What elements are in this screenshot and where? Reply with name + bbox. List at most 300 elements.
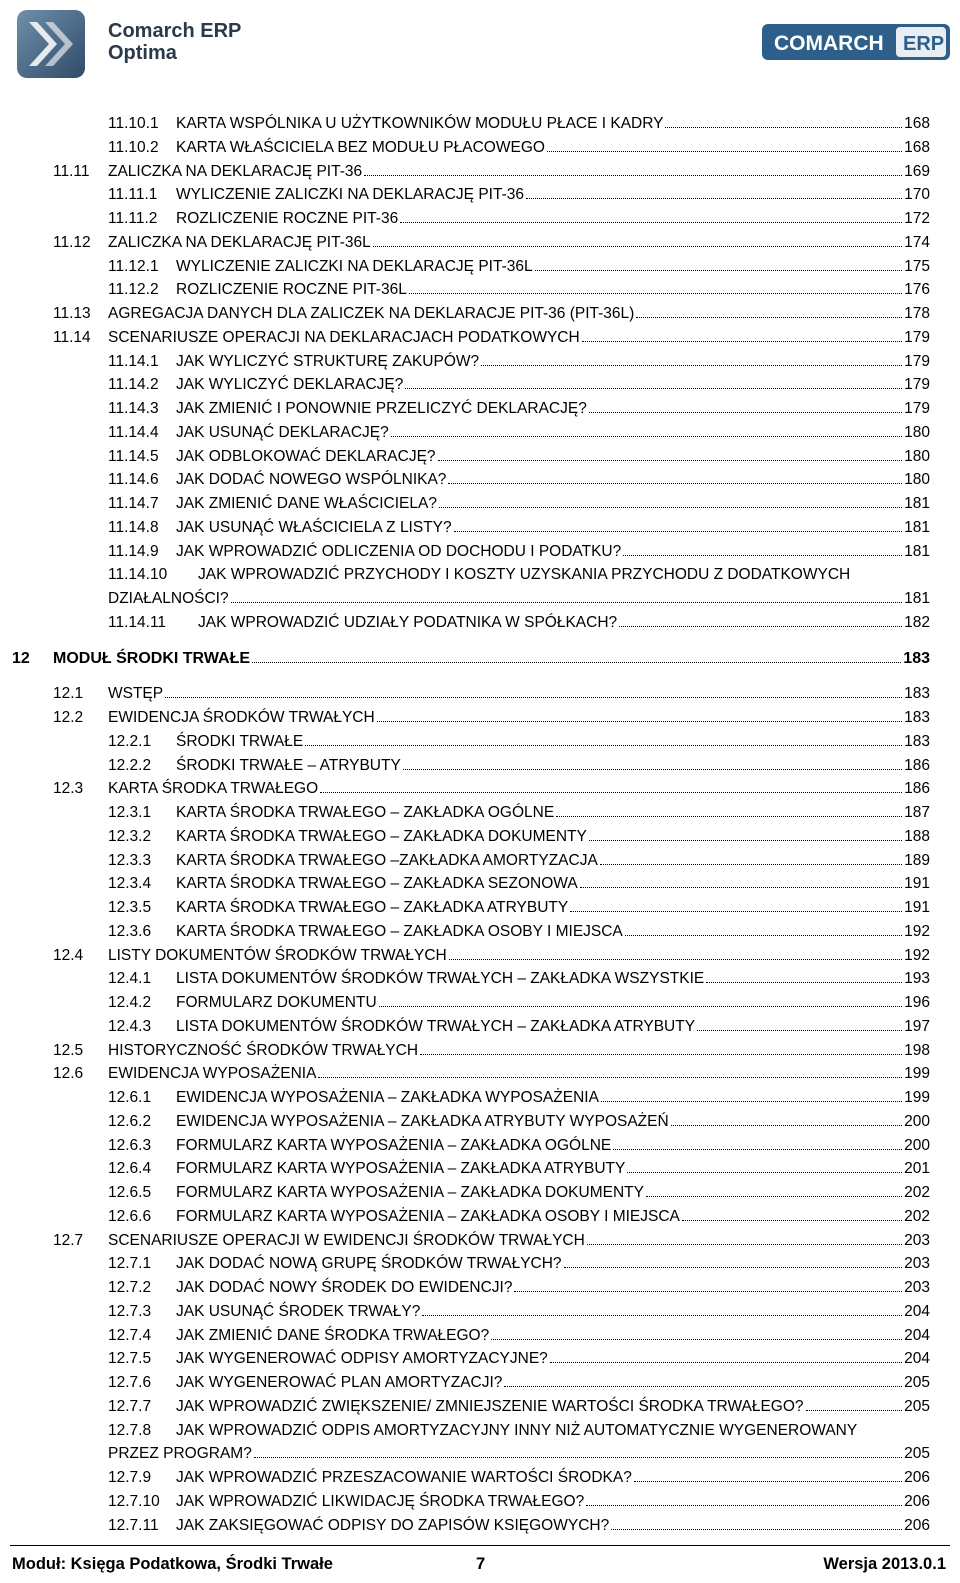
toc-entry[interactable] bbox=[0, 1062, 960, 1086]
toc-dot-leader bbox=[556, 816, 902, 817]
toc-entry[interactable] bbox=[0, 1466, 960, 1490]
toc-entry-page: 183 bbox=[904, 732, 930, 750]
toc-dot-leader bbox=[587, 1244, 902, 1245]
toc-dot-leader bbox=[697, 1030, 902, 1031]
toc-dot-leader bbox=[535, 270, 902, 271]
toc-dot-leader bbox=[405, 388, 902, 389]
toc-entry-page: 181 bbox=[904, 518, 930, 536]
toc-entry-page: 200 bbox=[904, 1112, 930, 1130]
toc-entry-page: 170 bbox=[904, 186, 930, 204]
toc-entry-page: 205 bbox=[904, 1445, 930, 1463]
toc-entry-page: 193 bbox=[904, 970, 930, 988]
toc-dot-leader bbox=[252, 662, 901, 663]
toc-entry-title: SCENARIUSZE OPERACJI NA DEKLARACJACH PODATKOWYCH bbox=[108, 328, 580, 346]
toc-dot-leader bbox=[665, 127, 902, 128]
toc-entry[interactable] bbox=[0, 849, 960, 873]
toc-entry-page: 181 bbox=[904, 590, 930, 607]
toc-entry-page: 182 bbox=[904, 613, 930, 631]
toc-dot-leader bbox=[231, 602, 902, 603]
toc-entry-number: 11.12.1 bbox=[108, 257, 159, 275]
toc-entry[interactable] bbox=[0, 706, 960, 730]
toc-entry-page: 206 bbox=[904, 1516, 930, 1534]
toc-entry-number: 11.14.9 bbox=[108, 542, 159, 560]
toc-dot-leader bbox=[165, 697, 902, 698]
toc-entry-number: 12.4 bbox=[53, 946, 84, 964]
toc-entry-number: 12.6.2 bbox=[108, 1112, 152, 1130]
toc-entry-title: JAK ZMIENIĆ DANE ŚRODKA TRWAŁEGO? bbox=[176, 1326, 490, 1344]
toc-entry-number: 12.2.2 bbox=[108, 756, 152, 774]
toc-entry-page: 204 bbox=[904, 1326, 930, 1344]
toc-entry-title: KARTA ŚRODKA TRWAŁEGO –ZAKŁADKA AMORTYZACJA bbox=[176, 851, 598, 869]
toc-dot-leader bbox=[422, 1315, 902, 1316]
right-logo-badge: ERP bbox=[903, 33, 945, 55]
toc-entry-page: 203 bbox=[904, 1279, 930, 1296]
toc-dot-leader bbox=[318, 1077, 902, 1078]
toc-entry-page: 172 bbox=[904, 210, 930, 227]
toc-entry[interactable] bbox=[0, 207, 960, 231]
toc-entry-title: KARTA ŚRODKA TRWAŁEGO bbox=[108, 780, 319, 798]
toc-entry[interactable] bbox=[0, 1134, 960, 1158]
toc-entry[interactable] bbox=[0, 160, 960, 184]
toc-entry-title: AGREGACJA DANYCH DLA ZALICZEK NA DEKLARACJE PIT-36 (PIT-36L) bbox=[108, 305, 635, 322]
toc-entry-title: JAK USUNĄĆ WŁAŚCICIELA Z LISTY? bbox=[176, 518, 452, 536]
toc-entry[interactable] bbox=[0, 967, 960, 991]
toc-dot-leader bbox=[439, 507, 902, 508]
toc-entry-title: FORMULARZ DOKUMENTU bbox=[176, 994, 377, 1011]
toc-entry[interactable] bbox=[0, 540, 960, 564]
toc-entry-number: 11.14.2 bbox=[108, 376, 159, 394]
toc-entry-title: JAK WPROWADZIĆ LIKWIDACJĘ ŚRODKA TRWAŁEGO? bbox=[176, 1492, 585, 1510]
toc-entry-number: 12.7.5 bbox=[108, 1350, 152, 1368]
toc-entry-number: 12.3.4 bbox=[108, 875, 152, 893]
brand-text bbox=[108, 20, 241, 64]
toc-entry-number: 12.7.3 bbox=[108, 1302, 152, 1320]
toc-entry-title: JAK DODAĆ NOWĄ GRUPĘ ŚRODKÓW TRWAŁYCH? bbox=[176, 1255, 562, 1273]
toc-entry-page: 183 bbox=[904, 685, 930, 703]
toc-entry-number: 12.2 bbox=[53, 709, 84, 726]
toc-entry-title: ROZLICZENIE ROCZNE PIT-36L bbox=[176, 281, 407, 299]
toc-entry[interactable] bbox=[0, 1514, 960, 1538]
toc-entry-title: MODUŁ ŚRODKI TRWAŁE bbox=[53, 649, 251, 667]
toc-entry-number: 12.6.1 bbox=[108, 1089, 152, 1106]
toc-entry-number: 12.5 bbox=[53, 1041, 84, 1059]
toc-entry-number: 11.11 bbox=[53, 162, 90, 180]
toc-entry-title: JAK WPROWADZIĆ PRZESZACOWANIE WARTOŚCI ŚRODKA? bbox=[176, 1469, 632, 1486]
toc-dot-leader bbox=[504, 1386, 902, 1387]
toc-entry[interactable] bbox=[0, 350, 960, 374]
toc-entry-page: 191 bbox=[904, 875, 930, 893]
toc-entry-title: DZIAŁALNOŚCI? bbox=[108, 590, 229, 607]
toc-entry-page: 201 bbox=[904, 1160, 930, 1178]
footer-version: Wersja 2013.0.1 bbox=[823, 1555, 946, 1573]
toc-entry[interactable] bbox=[0, 373, 960, 397]
toc-dot-leader bbox=[391, 436, 902, 437]
toc-dot-leader bbox=[589, 412, 902, 413]
toc-entry-number: 12.7.8 bbox=[108, 1421, 152, 1439]
page-footer bbox=[0, 1545, 960, 1583]
toc-entry-number: 11.14.11 bbox=[108, 613, 167, 631]
toc-entry[interactable] bbox=[0, 1395, 960, 1419]
toc-entry-page: 179 bbox=[904, 352, 930, 370]
toc-entry[interactable] bbox=[0, 468, 960, 492]
toc-dot-leader bbox=[619, 626, 902, 627]
toc-entry-page: 183 bbox=[903, 649, 930, 667]
toc-entry-number: 11.14.1 bbox=[108, 352, 159, 370]
toc-entry-page: 183 bbox=[904, 709, 930, 726]
toc-dot-leader bbox=[806, 1410, 902, 1411]
right-logo-text: COMARCH bbox=[774, 32, 884, 55]
toc-entry-title: JAK WPROWADZIĆ ZWIĘKSZENIE/ ZMNIEJSZENIE WARTOŚCI ŚRODKA TRWAŁEGO? bbox=[176, 1397, 804, 1415]
toc-entry-title: KARTA ŚRODKA TRWAŁEGO – ZAKŁADKA ATRYBUTY bbox=[176, 899, 569, 916]
toc-dot-leader bbox=[448, 483, 902, 484]
footer-rule bbox=[10, 1545, 950, 1546]
toc-entry-number: 12.2.1 bbox=[108, 732, 152, 750]
toc-entry[interactable] bbox=[0, 231, 960, 255]
toc-entry[interactable] bbox=[0, 1252, 960, 1276]
toc-dot-leader bbox=[706, 982, 902, 983]
toc-entry-title: SCENARIUSZE OPERACJI W EWIDENCJI ŚRODKÓW TRWAŁYCH bbox=[108, 1231, 585, 1249]
toc-entry-title: FORMULARZ KARTA WYPOSAŻENIA – ZAKŁADKA ATRYBUTY bbox=[176, 1160, 626, 1178]
toc-entry[interactable] bbox=[0, 492, 960, 516]
toc-entry-title: JAK USUNĄĆ DEKLARACJĘ? bbox=[176, 423, 389, 441]
toc-entry-number: 12.7.6 bbox=[108, 1374, 152, 1391]
toc-entry-title: EWIDENCJA WYPOSAŻENIA bbox=[108, 1065, 317, 1083]
toc-entry-number: 12.1 bbox=[53, 685, 84, 703]
toc-entry[interactable] bbox=[0, 1276, 960, 1300]
toc-dot-leader bbox=[438, 460, 902, 461]
toc-entry-number: 12.7.10 bbox=[108, 1492, 160, 1510]
toc-entry[interactable] bbox=[0, 397, 960, 421]
toc-entry-page: 191 bbox=[904, 899, 930, 916]
toc-entry[interactable] bbox=[0, 1442, 960, 1466]
toc-entry-page: 180 bbox=[904, 423, 930, 441]
toc-entry-number: 11.12 bbox=[53, 233, 91, 251]
toc-entry[interactable] bbox=[0, 754, 960, 778]
toc-entry-title: JAK WPROWADZIĆ PRZYCHODY I KOSZTY UZYSKANIA PRZYCHODU Z DODATKOWYCH bbox=[198, 566, 851, 584]
toc-entry-title: FORMULARZ KARTA WYPOSAŻENIA – ZAKŁADKA OGÓLNE bbox=[176, 1136, 612, 1154]
toc-entry-number: 12.7.11 bbox=[108, 1516, 159, 1534]
toc-entry-page: 180 bbox=[904, 447, 930, 465]
toc-entry-number: 12.4.3 bbox=[108, 1017, 152, 1035]
toc-entry[interactable] bbox=[0, 1419, 960, 1443]
toc-entry-page: 204 bbox=[904, 1302, 930, 1320]
toc-entry-number: 12.3 bbox=[53, 780, 84, 798]
toc-entry-title: JAK ZAKSIĘGOWAĆ ODPISY DO ZAPISÓW KSIĘGOWYCH? bbox=[176, 1516, 610, 1534]
toc-entry-page: 196 bbox=[904, 994, 930, 1011]
toc-entry-page: 178 bbox=[904, 305, 930, 322]
toc-dot-leader bbox=[682, 1220, 902, 1221]
toc-entry-title: HISTORYCZNOŚĆ ŚRODKÓW TRWAŁYCH bbox=[108, 1041, 419, 1059]
toc-entry[interactable] bbox=[0, 1324, 960, 1348]
toc-dot-leader bbox=[625, 935, 902, 936]
toc-entry-title: JAK ZMIENIĆ DANE WŁAŚCICIELA? bbox=[176, 495, 437, 512]
footer-module: Moduł: Księga Podatkowa, Środki Trwałe bbox=[12, 1555, 333, 1573]
page-header bbox=[0, 0, 960, 95]
toc-entry-title: EWIDENCJA WYPOSAŻENIA – ZAKŁADKA WYPOSAŻENIA bbox=[176, 1089, 599, 1106]
toc-entry-number: 11.11.1 bbox=[108, 186, 158, 204]
toc-entry-page: 179 bbox=[904, 328, 930, 346]
toc-dot-leader bbox=[481, 365, 902, 366]
toc-entry-number: 12.6.4 bbox=[108, 1160, 152, 1178]
toc-entry-title: JAK WYLICZYĆ STRUKTURĘ ZAKUPÓW? bbox=[176, 352, 480, 370]
toc-entry-title: WSTĘP bbox=[108, 685, 164, 703]
toc-entry[interactable] bbox=[0, 255, 960, 279]
toc-entry-number: 12.3.2 bbox=[108, 827, 152, 845]
toc-entry-title: EWIDENCJA WYPOSAŻENIA – ZAKŁADKA ATRYBUTY WYPOSAŻEŃ bbox=[176, 1112, 669, 1130]
toc-entry-number: 12 bbox=[12, 649, 30, 667]
toc-entry-title: JAK WYGENEROWAĆ ODPISY AMORTYZACYJNE? bbox=[176, 1350, 548, 1368]
toc-entry-number: 12.6.6 bbox=[108, 1207, 152, 1225]
toc-entry[interactable] bbox=[0, 1490, 960, 1514]
toc-entry-number: 12.6.5 bbox=[108, 1184, 152, 1201]
toc-dot-leader bbox=[420, 1054, 902, 1055]
toc-entry[interactable] bbox=[0, 825, 960, 849]
toc-dot-leader bbox=[514, 1291, 902, 1292]
toc-entry-number: 11.10.2 bbox=[108, 138, 159, 156]
toc-entry-title: KARTA WŁAŚCICIELA BEZ MODUŁU PŁACOWEGO bbox=[176, 138, 545, 156]
toc-entry-number: 11.11.2 bbox=[108, 210, 158, 227]
toc-entry-title: ZALICZKA NA DEKLARACJĘ PIT-36 bbox=[108, 162, 363, 180]
toc-entry-title: JAK WPROWADZIĆ ODLICZENIA OD DOCHODU I PODATKU? bbox=[176, 542, 622, 560]
toc-entry[interactable] bbox=[0, 801, 960, 825]
toc-entry-page: 187 bbox=[904, 804, 930, 821]
toc-entry-page: 180 bbox=[904, 471, 930, 489]
toc-entry[interactable] bbox=[0, 183, 960, 207]
toc-entry[interactable] bbox=[0, 587, 960, 611]
brand-line-2: Optima bbox=[108, 42, 177, 64]
toc-dot-leader bbox=[254, 1457, 902, 1458]
toc-entry[interactable] bbox=[0, 516, 960, 540]
toc-entry-page: 205 bbox=[904, 1374, 930, 1391]
toc-dot-leader bbox=[409, 293, 902, 294]
toc-dot-leader bbox=[403, 769, 902, 770]
toc-entry[interactable] bbox=[0, 1300, 960, 1324]
toc-entry-title: WYLICZENIE ZALICZKI NA DEKLARACJĘ PIT-36 bbox=[176, 186, 524, 204]
toc-entry-page: 197 bbox=[904, 1017, 930, 1035]
toc-entry-title: ROZLICZENIE ROCZNE PIT-36 bbox=[176, 210, 399, 227]
toc-entry-title: ZALICZKA NA DEKLARACJĘ PIT-36L bbox=[108, 233, 371, 251]
toc-entry-title: LISTA DOKUMENTÓW ŚRODKÓW TRWAŁYCH – ZAKŁADKA WSZYSTKIE bbox=[176, 970, 705, 988]
toc-entry-page: 186 bbox=[904, 756, 930, 774]
toc-entry-page: 205 bbox=[904, 1397, 930, 1415]
toc-dot-leader bbox=[449, 959, 902, 960]
toc-entry-number: 11.14.10 bbox=[108, 566, 168, 584]
footer-page-number: 7 bbox=[476, 1555, 486, 1573]
toc-entry-page: 202 bbox=[904, 1184, 930, 1201]
toc-entry-number: 11.14.8 bbox=[108, 518, 159, 536]
toc-entry[interactable] bbox=[0, 563, 960, 587]
toc-entry[interactable] bbox=[0, 1157, 960, 1181]
toc-entry-number: 11.10.1 bbox=[108, 115, 159, 132]
toc-dot-leader bbox=[586, 1505, 902, 1506]
comarch-erp-badge-icon bbox=[762, 24, 950, 60]
toc-entry[interactable] bbox=[0, 682, 960, 706]
toc-entry[interactable] bbox=[0, 1181, 960, 1205]
toc-entry-page: 188 bbox=[904, 827, 930, 845]
toc-entry-number: 12.3.6 bbox=[108, 922, 152, 940]
toc-entry-title: KARTA ŚRODKA TRWAŁEGO – ZAKŁADKA OSOBY I MIEJSCA bbox=[176, 922, 623, 940]
toc-entry[interactable] bbox=[0, 647, 960, 671]
toc-entry-title: JAK DODAĆ NOWEGO WSPÓLNIKA? bbox=[176, 471, 447, 489]
toc-entry-page: 186 bbox=[904, 780, 930, 798]
toc-entry[interactable] bbox=[0, 1371, 960, 1395]
toc-entry-title: FORMULARZ KARTA WYPOSAŻENIA – ZAKŁADKA OSOBY I MIEJSCA bbox=[176, 1207, 680, 1225]
toc-entry-page: 179 bbox=[904, 376, 930, 394]
toc-entry-page: 202 bbox=[904, 1207, 930, 1225]
toc-entry[interactable] bbox=[0, 991, 960, 1015]
toc-entry-title: ŚRODKI TRWAŁE – ATRYBUTY bbox=[176, 756, 401, 774]
toc-entry-page: 189 bbox=[904, 851, 930, 869]
toc-dot-leader bbox=[377, 721, 902, 722]
toc-entry-number: 12.6 bbox=[53, 1065, 84, 1083]
toc-entry-title: JAK ODBLOKOWAĆ DEKLARACJĘ? bbox=[176, 447, 436, 465]
toc-entry[interactable] bbox=[0, 278, 960, 302]
toc-dot-leader bbox=[400, 222, 902, 223]
toc-entry-page: 200 bbox=[904, 1136, 930, 1154]
toc-entry-page: 198 bbox=[904, 1041, 930, 1059]
toc-entry-title: KARTA WSPÓLNIKA U UŻYTKOWNIKÓW MODUŁU PŁACE I KADRY bbox=[176, 115, 664, 132]
toc-dot-leader bbox=[526, 198, 902, 199]
toc-entry-title: FORMULARZ KARTA WYPOSAŻENIA – ZAKŁADKA DOKUMENTY bbox=[176, 1184, 644, 1201]
toc-entry-title: ŚRODKI TRWAŁE bbox=[176, 732, 304, 750]
toc-dot-leader bbox=[623, 555, 902, 556]
toc-entry-page: 168 bbox=[904, 138, 930, 156]
toc-entry-number: 12.7.2 bbox=[108, 1279, 152, 1296]
toc-entry-title: LISTY DOKUMENTÓW ŚRODKÓW TRWAŁYCH bbox=[108, 946, 447, 964]
toc-entry-title: JAK WPROWADZIĆ ODPIS AMORTYZACYJNY INNY NIŻ AUTOMATYCZNIE WYGENEROWANY bbox=[176, 1421, 858, 1439]
toc-entry[interactable] bbox=[0, 1110, 960, 1134]
toc-entry[interactable] bbox=[0, 1086, 960, 1110]
toc-entry-title: LISTA DOKUMENTÓW ŚRODKÓW TRWAŁYCH – ZAKŁADKA ATRYBUTY bbox=[176, 1017, 696, 1035]
toc-entry-title: KARTA ŚRODKA TRWAŁEGO – ZAKŁADKA DOKUMENTY bbox=[176, 827, 587, 845]
toc-dot-leader bbox=[454, 531, 902, 532]
brand-line-1: Comarch ERP bbox=[108, 20, 242, 42]
toc-entry-page: 174 bbox=[904, 233, 930, 251]
toc-entry-number: 12.6.3 bbox=[108, 1136, 152, 1154]
toc-entry-page: 181 bbox=[904, 495, 930, 512]
toc-dot-leader bbox=[600, 864, 902, 865]
toc-dot-leader bbox=[379, 1006, 902, 1007]
toc-dot-leader bbox=[364, 175, 902, 176]
toc-dot-leader bbox=[613, 1149, 902, 1150]
toc-entry[interactable] bbox=[0, 611, 960, 635]
toc-entry-number: 11.14.3 bbox=[108, 400, 159, 417]
toc-entry-number: 11.14.4 bbox=[108, 423, 159, 441]
toc-dot-leader bbox=[550, 1362, 902, 1363]
toc-entry-number: 12.7.4 bbox=[108, 1326, 152, 1344]
toc-dot-leader bbox=[580, 887, 902, 888]
toc-entry-number: 12.4.2 bbox=[108, 994, 152, 1011]
toc-entry-number: 12.3.3 bbox=[108, 851, 152, 869]
toc-entry[interactable] bbox=[0, 1205, 960, 1229]
toc-entry-number: 12.4.1 bbox=[108, 970, 152, 988]
toc-entry-title: WYLICZENIE ZALICZKI NA DEKLARACJĘ PIT-36L bbox=[176, 257, 533, 275]
toc-entry-number: 12.3.1 bbox=[108, 804, 152, 821]
toc-dot-leader bbox=[611, 1529, 902, 1530]
toc-dot-leader bbox=[320, 792, 902, 793]
toc-entry[interactable] bbox=[0, 1015, 960, 1039]
toc-entry-title: JAK ZMIENIĆ I PONOWNIE PRZELICZYĆ DEKLARACJĘ? bbox=[176, 400, 587, 417]
toc-entry-title: EWIDENCJA ŚRODKÓW TRWAŁYCH bbox=[108, 709, 375, 726]
toc-entry-title: JAK USUNĄĆ ŚRODEK TRWAŁY? bbox=[176, 1302, 421, 1320]
toc-entry[interactable] bbox=[0, 136, 960, 160]
toc-entry[interactable] bbox=[0, 730, 960, 754]
toc-entry-page: 203 bbox=[904, 1231, 930, 1249]
toc-entry-number: 11.13 bbox=[53, 305, 91, 322]
toc-entry-page: 175 bbox=[904, 257, 930, 275]
toc-entry-page: 199 bbox=[904, 1089, 930, 1106]
toc-entry-page: 206 bbox=[904, 1492, 930, 1510]
toc-entry[interactable] bbox=[0, 302, 960, 326]
toc-dot-leader bbox=[671, 1125, 902, 1126]
toc-dot-leader bbox=[634, 1481, 902, 1482]
toc-entry[interactable] bbox=[0, 777, 960, 801]
toc-entry-page: 179 bbox=[904, 400, 930, 417]
toc-entry-number: 12.3.5 bbox=[108, 899, 152, 916]
toc-entry[interactable] bbox=[0, 920, 960, 944]
toc-entry-page: 204 bbox=[904, 1350, 930, 1368]
toc-dot-leader bbox=[589, 840, 902, 841]
toc-entry-title: JAK WPROWADZIĆ UDZIAŁY PODATNIKA W SPÓŁKACH? bbox=[198, 613, 618, 631]
toc-entry-title: PRZEZ PROGRAM? bbox=[108, 1445, 252, 1463]
toc-dot-leader bbox=[601, 1101, 902, 1102]
toc-entry-page: 169 bbox=[904, 162, 930, 180]
toc-entry-number: 11.14.5 bbox=[108, 447, 159, 465]
toc-entry-title: KARTA ŚRODKA TRWAŁEGO – ZAKŁADKA SEZONOWA bbox=[176, 875, 578, 893]
toc-entry-page: 168 bbox=[904, 115, 930, 132]
toc-entry[interactable] bbox=[0, 1347, 960, 1371]
toc-entry[interactable] bbox=[0, 421, 960, 445]
toc-entry-title: KARTA ŚRODKA TRWAŁEGO – ZAKŁADKA OGÓLNE bbox=[176, 804, 555, 821]
toc-dot-leader bbox=[582, 341, 902, 342]
comarch-erp-optima-logo-icon bbox=[15, 8, 87, 80]
toc-entry-page: 181 bbox=[904, 542, 930, 560]
toc-entry[interactable] bbox=[0, 1229, 960, 1253]
toc-entry-page: 192 bbox=[904, 922, 930, 940]
toc-entry[interactable] bbox=[0, 896, 960, 920]
toc-dot-leader bbox=[491, 1339, 902, 1340]
toc-dot-leader bbox=[547, 151, 902, 152]
toc-entry-number: 12.7.1 bbox=[108, 1255, 152, 1273]
toc-entry-page: 199 bbox=[904, 1065, 930, 1083]
toc-entry-page: 176 bbox=[904, 281, 930, 299]
toc-entry[interactable] bbox=[0, 445, 960, 469]
toc-entry-number: 12.7.7 bbox=[108, 1397, 152, 1415]
toc-entry-title: JAK DODAĆ NOWY ŚRODEK DO EWIDENCJI? bbox=[176, 1279, 513, 1296]
toc-entry[interactable] bbox=[0, 1039, 960, 1063]
toc-entry-number: 11.14 bbox=[53, 328, 91, 346]
toc-entry-page: 206 bbox=[904, 1469, 930, 1486]
toc-entry[interactable] bbox=[0, 112, 960, 136]
toc-dot-leader bbox=[627, 1172, 902, 1173]
toc-entry[interactable] bbox=[0, 326, 960, 350]
toc-entry[interactable] bbox=[0, 944, 960, 968]
toc-entry-title: JAK WYLICZYĆ DEKLARACJĘ? bbox=[176, 376, 404, 394]
toc-entry-number: 11.12.2 bbox=[108, 281, 159, 299]
toc-dot-leader bbox=[636, 317, 902, 318]
toc-entry-number: 11.14.6 bbox=[108, 471, 159, 489]
toc-dot-leader bbox=[564, 1267, 902, 1268]
toc-entry-title: JAK WYGENEROWAĆ PLAN AMORTYZACJI? bbox=[176, 1374, 503, 1391]
toc-entry-number: 12.7 bbox=[53, 1231, 84, 1249]
toc-entry-page: 203 bbox=[904, 1255, 930, 1273]
toc-dot-leader bbox=[305, 745, 902, 746]
toc-dot-leader bbox=[570, 911, 902, 912]
toc-dot-leader bbox=[646, 1196, 902, 1197]
toc-entry-number: 11.14.7 bbox=[108, 495, 159, 512]
toc-entry[interactable] bbox=[0, 872, 960, 896]
toc-dot-leader bbox=[373, 246, 902, 247]
